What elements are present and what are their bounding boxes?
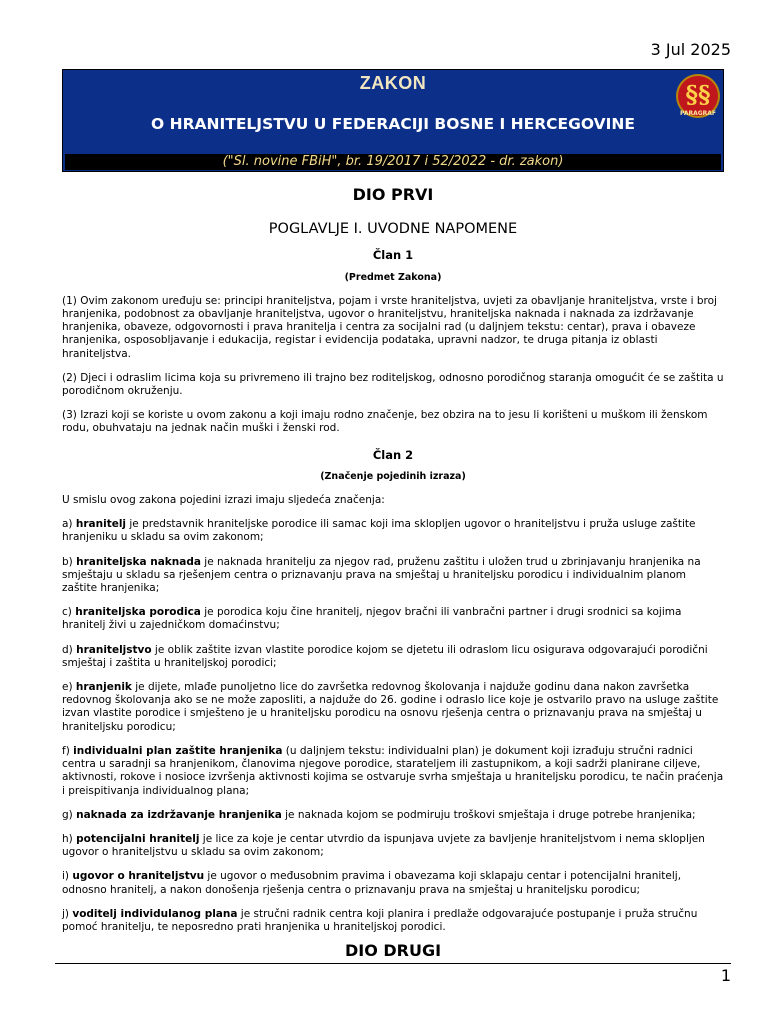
document-date: 3 Jul 2025 (650, 40, 731, 59)
definition-item: a) hranitelj je predstavnik hraniteljske porodice ili samac koji ima sklopljen ugovor o hraniteljstvu i pruža usluge zaštite hranjeniku u skladu sa ovim zakonom; (62, 518, 696, 544)
definition-term: hraniteljstvo (76, 643, 152, 656)
definition-item: e) hranjenik je dijete, mlađe punoljetno lice do završetka redovnog školovanja i najduže godinu dana nakon završetka redovnog školovanja ako se ne može zaposliti, a najduže do 26. godine i odraslo lice koje je ostvarilo pravo na usluge zaštite izvan vlastite porodice i smješteno je u hraniteljsku porodicu na osnovu rješenja centra o priznavanju prava na smještaj u hraniteljsku porodicu; (62, 681, 719, 733)
law-subtitle: O HRANITELJSTVU U FEDERACIJI BOSNE I HERCEGOVINE (151, 115, 635, 133)
article-2-subtitle: (Značenje pojedinih izraza) (320, 470, 466, 482)
logo-text: PARAGRAF (679, 110, 717, 117)
definition-term: hraniteljska naknada (76, 555, 201, 568)
definition-item: f) individualni plan zaštite hranjenika (u daljnjem tekstu: individualni plan) je dokument koji izrađuju stručni radnici centra u saradnji sa hranjenikom, članovima njegove porodice, starateljem ili zastupnikom, a koji sadrži planirane ciljeve, aktivnosti, rokove i nosioce izvršenja aktivnosti kojima se ostvaruje svrha smještaja u hraniteljsku porodicu, te način praćenja i preispitivanja individualnog plana; (62, 744, 724, 797)
article-1-title: Član 1 (372, 248, 414, 263)
definition-item: c) hraniteljska porodica je porodica koju čine hranitelj, njegov bračni ili vanbračni partner i drugi srodnici sa kojima hranitelj živi u zajedničkom domaćinstvu; (62, 606, 682, 632)
definition-term: ugovor o hraniteljstvu (72, 870, 205, 883)
paragraf-logo-icon (674, 72, 722, 120)
part-heading-2: DIO DRUGI (344, 941, 442, 961)
definition-item: h) potencijalni hranitelj je lice za koje je centar utvrdio da ispunjava uvjete za bavljenje hraniteljstvom i nema sklopljen ugovor o hraniteljstvu u skladu sa ovim zakonom; (62, 832, 705, 859)
definition-term: hraniteljska porodica (75, 606, 201, 619)
definition-term: naknada za izdržavanje hranjenika (76, 808, 282, 821)
law-header-banner (62, 69, 724, 172)
definition-item: g) naknada za izdržavanje hranjenika je naknada kojom se podmiruju troškovi smještaja i druge potrebe hranjenika; (62, 808, 696, 821)
definition-term: individualni plan zaštite hranjenika (73, 744, 283, 757)
paragraph: (2) Djeci i odraslim licima koja su privremeno ili trajno bez roditeljskog, odnosno porodičnog staranja omogućit će se zaštita u porodičnom okruženju. (62, 371, 724, 398)
page-number: 1 (720, 966, 731, 985)
article-2-intro: U smislu ovog zakona pojedini izrazi imaju sljedeća značenja: (62, 494, 385, 507)
chapter-heading: POGLAVLJE I. UVODNE NAPOMENE (268, 221, 518, 238)
article-2-title: Član 2 (372, 447, 414, 462)
definition-term: hranjenik (75, 681, 132, 694)
svg-text:§§: §§ (685, 80, 711, 109)
law-title: ZAKON (359, 73, 427, 93)
article-1-subtitle: (Predmet Zakona) (344, 271, 442, 283)
part-heading-1: DIO PRVI (352, 185, 434, 204)
definition-item: b) hraniteljska naknada je naknada hranitelju za njegov rad, pruženu zaštitu i uložen trud u zbrinjavanju hranjenika na smještaju u skladu sa rješenjem centra o priznavanju prava na smještaj u hraniteljsku porodicu i individualnim planom zaštite hranjenika; (62, 555, 701, 595)
definition-term: voditelj individulanog plana (72, 907, 238, 920)
definition-term: hranitelj (75, 518, 127, 531)
document-body (62, 185, 724, 961)
definition-item: d) hraniteljstvo je oblik zaštite izvan vlastite porodice kojom se djetetu ili odraslom licu osigurava odgovarajući porodični smještaj i zaštita u hraniteljskoj porodici; (62, 643, 708, 669)
gazette-reference: ("Sl. novine FBiH", br. 19/2017 i 52/2022 - dr. zakon) (65, 154, 721, 170)
definition-term: potencijalni hranitelj (76, 832, 200, 845)
footer-divider (55, 963, 731, 964)
paragraph: (1) Ovim zakonom uređuju se: principi hraniteljstva, pojam i vrste hraniteljstva, uvjeti za obavljanje hraniteljstva, vrste i broj hranjenika, podobnost za obavljanje hraniteljstva, ugovor o hraniteljstvu, hraniteljska naknada i naknada za izdržavanje hranjenika, obaveze, odgovornosti i prava hranitelja i centra za socijalni rad (u daljnjem tekstu: centar), prava i obaveze hranjenika, osposobljavanje i edukacija, registar i evidencija podataka, upravni nadzor, te druga pitanja iz oblasti hraniteljstva. (62, 294, 717, 360)
paragraph: (3) Izrazi koji se koriste u ovom zakonu a koji imaju rodno značenje, bez obzira na to jesu li korišteni u muškom ili ženskom rodu, obuhvataju na jednak način muški i ženski rod. (62, 409, 708, 435)
definition-item: i) ugovor o hraniteljstvu je ugovor o međusobnim pravima i obavezama koji sklapaju centar i potencijalni hranitelj, odnosno hranitelj, a nakon donošenja rješenja centra o priznavanju prava na smještaj u hraniteljsku porodicu; (62, 870, 682, 896)
definition-item: j) voditelj individulanog plana je stručni radnik centra koji planira i predlaže odgovarajuće postupanje i pruža stručnu pomoć hranitelju, te neposredno prati hranjenika u hraniteljskoj porodici. (62, 907, 698, 933)
